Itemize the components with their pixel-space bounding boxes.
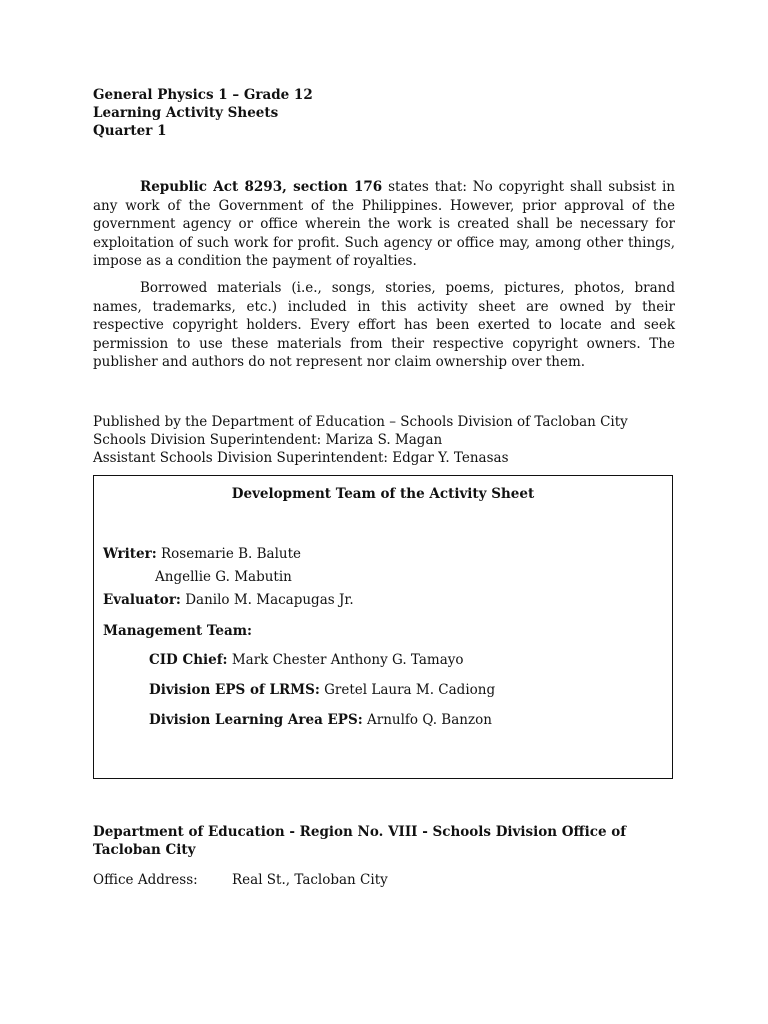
eps-area-name: Arnulfo Q. Banzon bbox=[362, 712, 492, 728]
superintendent-line: Schools Division Superintendent: Mariza S. Magan bbox=[93, 432, 443, 448]
writer-name-2: Angellie G. Mabutin bbox=[155, 569, 292, 585]
document-header bbox=[93, 86, 313, 140]
evaluator-name: Danilo M. Macapugas Jr. bbox=[180, 592, 354, 608]
assistant-superintendent-line: Assistant Schools Division Superintendent: Edgar Y. Tenasas bbox=[93, 450, 509, 466]
cid-chief-label: CID Chief: bbox=[149, 652, 228, 668]
quarter-label: Quarter 1 bbox=[93, 123, 167, 139]
writer-name: Rosemarie B. Balute bbox=[156, 546, 302, 562]
borrowed-materials-notice: Borrowed materials (i.e., songs, stories, poems, pictures, photos, brand names, trademarks, etc.) included in this activity sheet are owned by their respective copyright holders. Every effort has been exerted to locate and seek permission to use these materials from their respective copyright owners. The publisher and authors do not represent nor claim ownership over them. bbox=[93, 280, 675, 370]
office-name: Department of Education - Region No. VIII - Schools Division Office of Tacloban City bbox=[93, 824, 627, 858]
development-team-box bbox=[93, 475, 673, 779]
eps-lrms-name: Gretel Laura M. Cadiong bbox=[319, 682, 496, 698]
publisher-line: Published by the Department of Education – Schools Division of Tacloban City bbox=[93, 414, 628, 430]
office-address bbox=[93, 872, 388, 888]
evaluator-row bbox=[103, 592, 354, 608]
address-value: Real St., Tacloban City bbox=[232, 872, 388, 888]
management-team-label: Management Team: bbox=[103, 623, 253, 639]
eps-area-row bbox=[149, 712, 492, 728]
eps-area-label: Division Learning Area EPS: bbox=[149, 712, 363, 728]
ra-text: states that: No copyright shall subsist in any work of the Government of the Philippines. However, prior approval of the government agency or office wherein the work is created shall be necessary for exploitation of such work for profit. Such agency or office may, among other things, impose as a condition the payment of royalties. bbox=[93, 179, 675, 269]
writer-row bbox=[103, 546, 301, 562]
address-label: Office Address: bbox=[93, 872, 198, 888]
cid-chief-row bbox=[149, 652, 464, 668]
writer-label: Writer: bbox=[103, 546, 157, 562]
ra-citation: Republic Act 8293, section 176 bbox=[140, 179, 383, 195]
eps-lrms-label: Division EPS of LRMS: bbox=[149, 682, 320, 698]
subject-title: General Physics 1 – Grade 12 bbox=[93, 87, 313, 103]
publisher-info bbox=[93, 413, 628, 467]
eps-lrms-row bbox=[149, 682, 495, 698]
team-title: Development Team of the Activity Sheet bbox=[231, 486, 535, 502]
copyright-notice bbox=[93, 178, 675, 271]
evaluator-label: Evaluator: bbox=[103, 592, 181, 608]
cid-chief-name: Mark Chester Anthony G. Tamayo bbox=[227, 652, 464, 668]
sheet-type: Learning Activity Sheets bbox=[93, 105, 279, 121]
